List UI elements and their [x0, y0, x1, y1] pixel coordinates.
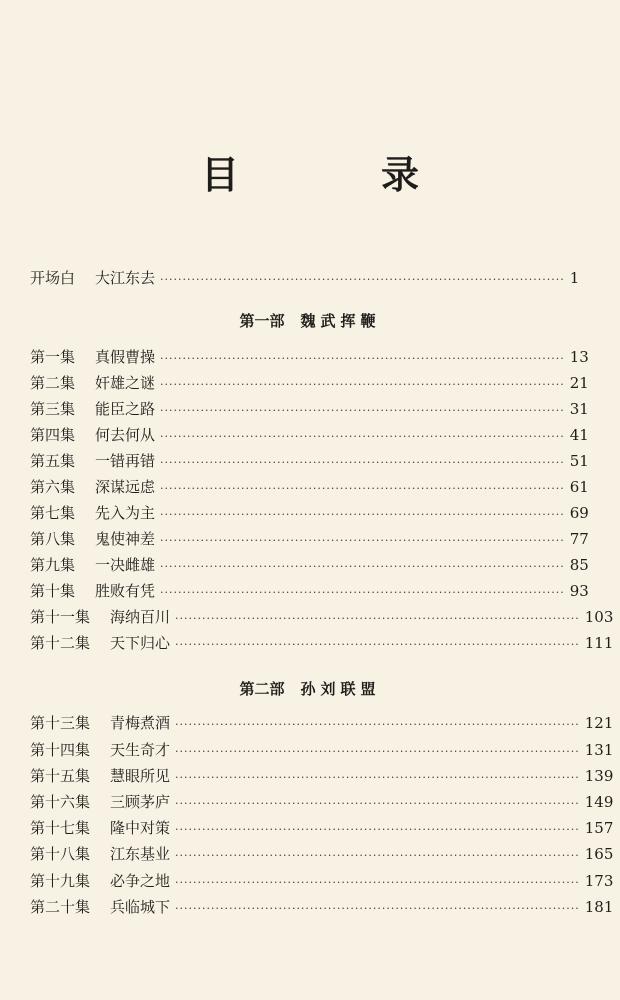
toc-entry[interactable] — [30, 606, 614, 628]
chapter-label: 第二集 — [30, 374, 76, 392]
chapter-label: 第十九集 — [30, 872, 91, 890]
page-title: 目 录 — [200, 152, 471, 197]
dot-leader: ·························································································· — [175, 849, 580, 862]
chapter-title: 一决雌雄 — [95, 556, 156, 574]
part-heading-1 — [0, 309, 620, 333]
dot-leader: ·························································································· — [160, 404, 565, 417]
chapter-title: 海纳百川 — [110, 608, 171, 626]
dot-leader: ·························································································· — [160, 560, 565, 573]
page-number: 85 — [569, 556, 589, 574]
page-number: 111 — [584, 634, 614, 652]
chapter-title: 天生奇才 — [110, 741, 171, 759]
chapter-title: 奸雄之谜 — [95, 374, 156, 392]
chapter-title: 真假曹操 — [95, 348, 156, 366]
dot-leader: ·························································································· — [175, 745, 580, 758]
toc-entry-prologue[interactable] — [30, 267, 580, 289]
page-number: 41 — [569, 426, 589, 444]
page-number: 69 — [569, 504, 589, 522]
page-number: 1 — [569, 269, 580, 287]
chapter-label: 第十三集 — [30, 714, 91, 732]
toc-entry[interactable] — [30, 580, 589, 602]
chapter-title: 慧眼所见 — [110, 767, 171, 785]
dot-leader: ·························································································· — [175, 876, 580, 889]
dot-leader: ·························································································· — [175, 902, 580, 915]
toc-entry[interactable] — [30, 450, 589, 472]
dot-leader: ·························································································· — [160, 430, 565, 443]
page-number: 93 — [569, 582, 589, 600]
dot-leader: ·························································································· — [160, 456, 565, 469]
chapter-label: 第九集 — [30, 556, 76, 574]
chapter-label: 第六集 — [30, 478, 76, 496]
toc-entry[interactable] — [30, 817, 614, 839]
dot-leader: ·························································································· — [160, 534, 565, 547]
chapter-title: 能臣之路 — [95, 400, 156, 418]
dot-leader: ·························································································· — [160, 508, 565, 521]
chapter-label: 第八集 — [30, 530, 76, 548]
toc-entry[interactable] — [30, 870, 614, 892]
dot-leader: ·························································································· — [175, 612, 580, 625]
dot-leader: ·························································································· — [160, 352, 565, 365]
toc-entry[interactable] — [30, 765, 614, 787]
page-number: 61 — [569, 478, 589, 496]
chapter-label: 第十一集 — [30, 608, 91, 626]
chapter-label: 第十集 — [30, 582, 76, 600]
toc-entry[interactable] — [30, 528, 589, 550]
chapter-title: 鬼使神差 — [95, 530, 156, 548]
toc-entry[interactable] — [30, 424, 589, 446]
dot-leader: ·························································································· — [175, 771, 580, 784]
chapter-title: 兵临城下 — [110, 898, 171, 916]
toc-entry[interactable] — [30, 739, 614, 761]
part-label: 第二部 — [239, 680, 285, 698]
page-number: 103 — [584, 608, 614, 626]
chapter-title: 深谋远虑 — [95, 478, 156, 496]
dot-leader: ·························································································· — [160, 482, 565, 495]
toc-entry[interactable] — [30, 476, 589, 498]
chapter-label: 第十二集 — [30, 634, 91, 652]
toc-entry[interactable] — [30, 502, 589, 524]
part-name: 魏武挥鞭 — [300, 312, 381, 330]
chapter-label: 第十六集 — [30, 793, 91, 811]
chapter-label: 第一集 — [30, 348, 76, 366]
page-number: 165 — [584, 845, 614, 863]
chapter-title: 隆中对策 — [110, 819, 171, 837]
chapter-label: 第四集 — [30, 426, 76, 444]
toc-entry[interactable] — [30, 896, 614, 918]
toc-entry[interactable] — [30, 398, 589, 420]
toc-entry[interactable] — [30, 554, 589, 576]
page-number: 139 — [584, 767, 614, 785]
chapter-label: 第七集 — [30, 504, 76, 522]
chapter-title: 江东基业 — [110, 845, 171, 863]
chapter-title: 何去何从 — [95, 426, 156, 444]
chapter-title: 大江东去 — [95, 269, 156, 287]
page-number: 173 — [584, 872, 614, 890]
chapter-title: 必争之地 — [110, 872, 171, 890]
chapter-label: 第十八集 — [30, 845, 91, 863]
part-heading-2 — [0, 677, 620, 701]
page-number: 51 — [569, 452, 589, 470]
page-number: 13 — [569, 348, 589, 366]
chapter-title: 天下归心 — [110, 634, 171, 652]
dot-leader: ·························································································· — [175, 638, 580, 651]
toc-entry[interactable] — [30, 843, 614, 865]
dot-leader: ·························································································· — [175, 823, 580, 836]
dot-leader: ·························································································· — [175, 797, 580, 810]
dot-leader: ·························································································· — [175, 718, 580, 731]
page-number: 157 — [584, 819, 614, 837]
part-name: 孙刘联盟 — [300, 680, 381, 698]
page-number: 21 — [569, 374, 589, 392]
chapter-title: 一错再错 — [95, 452, 156, 470]
chapter-label: 第二十集 — [30, 898, 91, 916]
chapter-title: 胜败有凭 — [95, 582, 156, 600]
chapter-label: 第五集 — [30, 452, 76, 470]
page-number: 77 — [569, 530, 589, 548]
page-number: 31 — [569, 400, 589, 418]
chapter-label: 开场白 — [30, 269, 76, 287]
chapter-label: 第十四集 — [30, 741, 91, 759]
chapter-title: 三顾茅庐 — [110, 793, 171, 811]
page-number: 121 — [584, 714, 614, 732]
part-label: 第一部 — [239, 312, 285, 330]
chapter-title: 青梅煮酒 — [110, 714, 171, 732]
dot-leader: ·························································································· — [160, 378, 565, 391]
toc-entry[interactable] — [30, 372, 589, 394]
dot-leader: ·························································································· — [160, 586, 565, 599]
page-number: 181 — [584, 898, 614, 916]
chapter-title: 先入为主 — [95, 504, 156, 522]
page-number: 131 — [584, 741, 614, 759]
chapter-label: 第十七集 — [30, 819, 91, 837]
toc-entry[interactable] — [30, 632, 614, 654]
toc-entry[interactable] — [30, 712, 614, 734]
dot-leader: ·························································································· — [160, 273, 565, 286]
toc-entry[interactable] — [30, 346, 589, 368]
page-number: 149 — [584, 793, 614, 811]
toc-entry[interactable] — [30, 791, 614, 813]
chapter-label: 第十五集 — [30, 767, 91, 785]
chapter-label: 第三集 — [30, 400, 76, 418]
